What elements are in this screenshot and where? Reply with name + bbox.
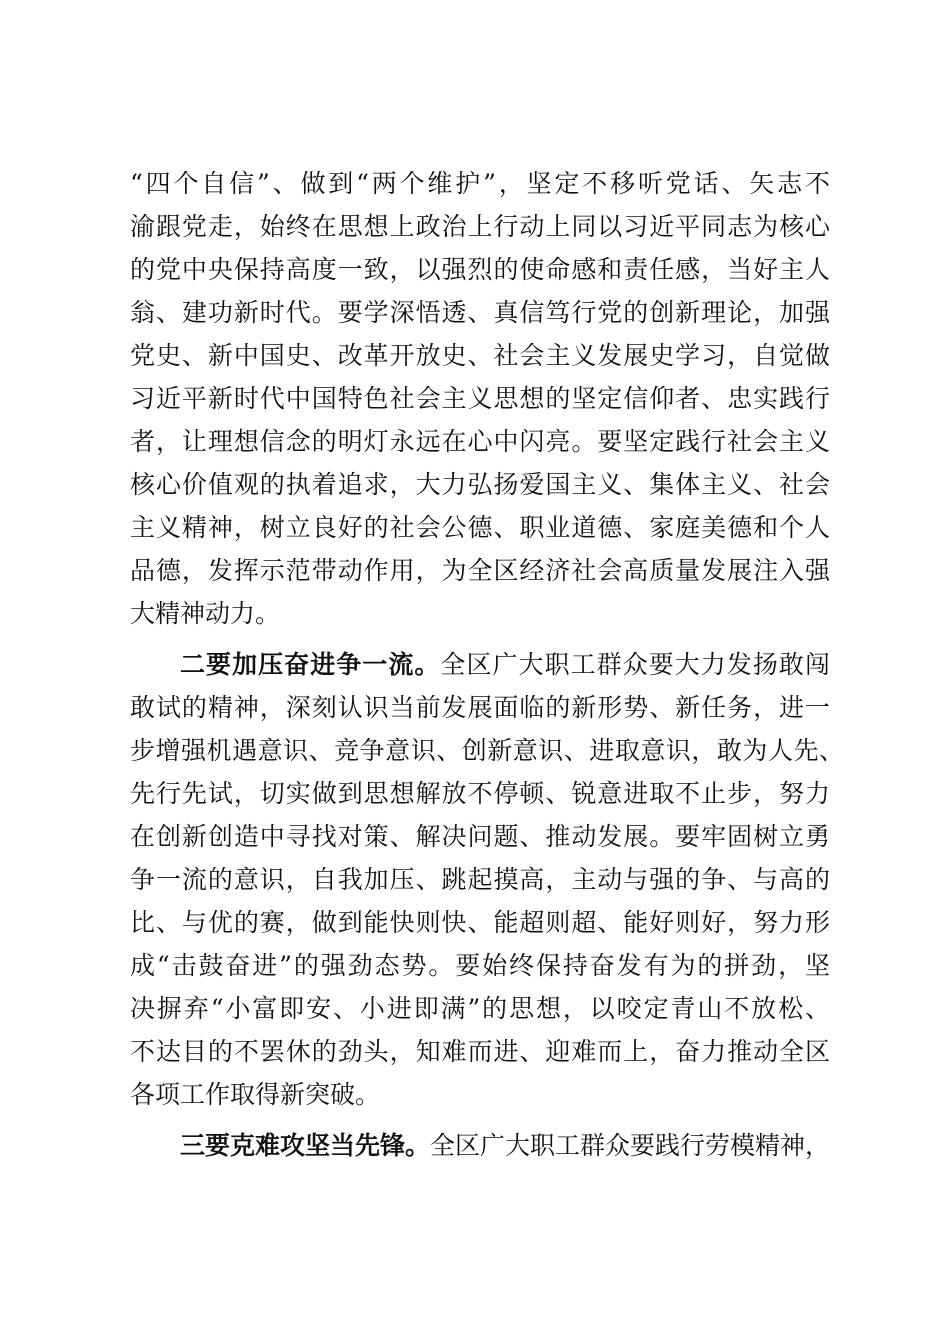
text-line: 习近平新时代中国特色社会主义思想的坚定信仰者、忠实践行 bbox=[130, 384, 830, 413]
text-line: 成“击鼓奋进”的强劲态势。要始终保持奋发有为的拼劲，坚 bbox=[130, 951, 830, 980]
text-run: 全区广大职工群众要大力发扬敢闯 bbox=[440, 650, 830, 679]
text-line: 党史、新中国史、改革开放史、社会主义发展史学习，自觉做 bbox=[130, 341, 830, 370]
text-line: 先行先试，切实做到思想解放不停顿、锐意进取不止步，努力 bbox=[130, 779, 830, 808]
text-line: 渝跟党走，始终在思想上政治上行动上同以习近平同志为核心 bbox=[130, 212, 830, 241]
text-line: 主义精神，树立良好的社会公德、职业道德、家庭美德和个人 bbox=[130, 513, 830, 542]
text-run: 全区广大职工群众要践行劳模精神， bbox=[430, 1131, 831, 1160]
text-line: 比、与优的赛，做到能快则快、能超则超、能好则好，努力形 bbox=[130, 908, 830, 937]
text-line: 翁、建功新时代。要学深悟透、真信笃行党的创新理论，加强 bbox=[130, 298, 830, 327]
text-line: 敢试的精神，深刻认识当前发展面临的新形势、新任务，进一 bbox=[130, 693, 830, 722]
text-line: 各项工作取得新突破。 bbox=[130, 1080, 381, 1109]
text-line: 在创新创造中寻找对策、解决问题、推动发展。要牢固树立勇 bbox=[130, 822, 830, 851]
text-line: 争一流的意识，自我加压、跳起摸高，主动与强的争、与高的 bbox=[130, 865, 830, 894]
section-heading: 三要克难攻坚当先锋。 bbox=[180, 1131, 431, 1160]
text-line: 的党中央保持高度一致，以强烈的使命感和责任感，当好主人 bbox=[130, 255, 830, 284]
text-line: 不达目的不罢休的劲头，知难而进、迎难而上，奋力推动全区 bbox=[130, 1037, 830, 1066]
section-heading: 二要加压奋进争一流。 bbox=[180, 650, 441, 679]
text-line: 者，让理想信念的明灯永远在心中闪亮。要坚定践行社会主义 bbox=[130, 427, 830, 456]
text-line: 大精神动力。 bbox=[130, 599, 281, 628]
paragraph-first-line bbox=[180, 1124, 830, 1167]
text-line: 品德，发挥示范带动作用，为全区经济社会高质量发展注入强 bbox=[130, 556, 830, 585]
text-line: 步增强机遇意识、竞争意识、创新意识、进取意识，敢为人先、 bbox=[130, 736, 844, 765]
paragraph-first-line bbox=[180, 643, 830, 686]
text-line: 决摒弃“小富即安、小进即满”的思想，以咬定青山不放松、 bbox=[130, 994, 830, 1023]
text-line: “四个自信”、做到“两个维护”，坚定不移听党话、矢志不 bbox=[130, 169, 830, 198]
text-line: 核心价值观的执着追求，大力弘扬爱国主义、集体主义、社会 bbox=[130, 470, 830, 499]
